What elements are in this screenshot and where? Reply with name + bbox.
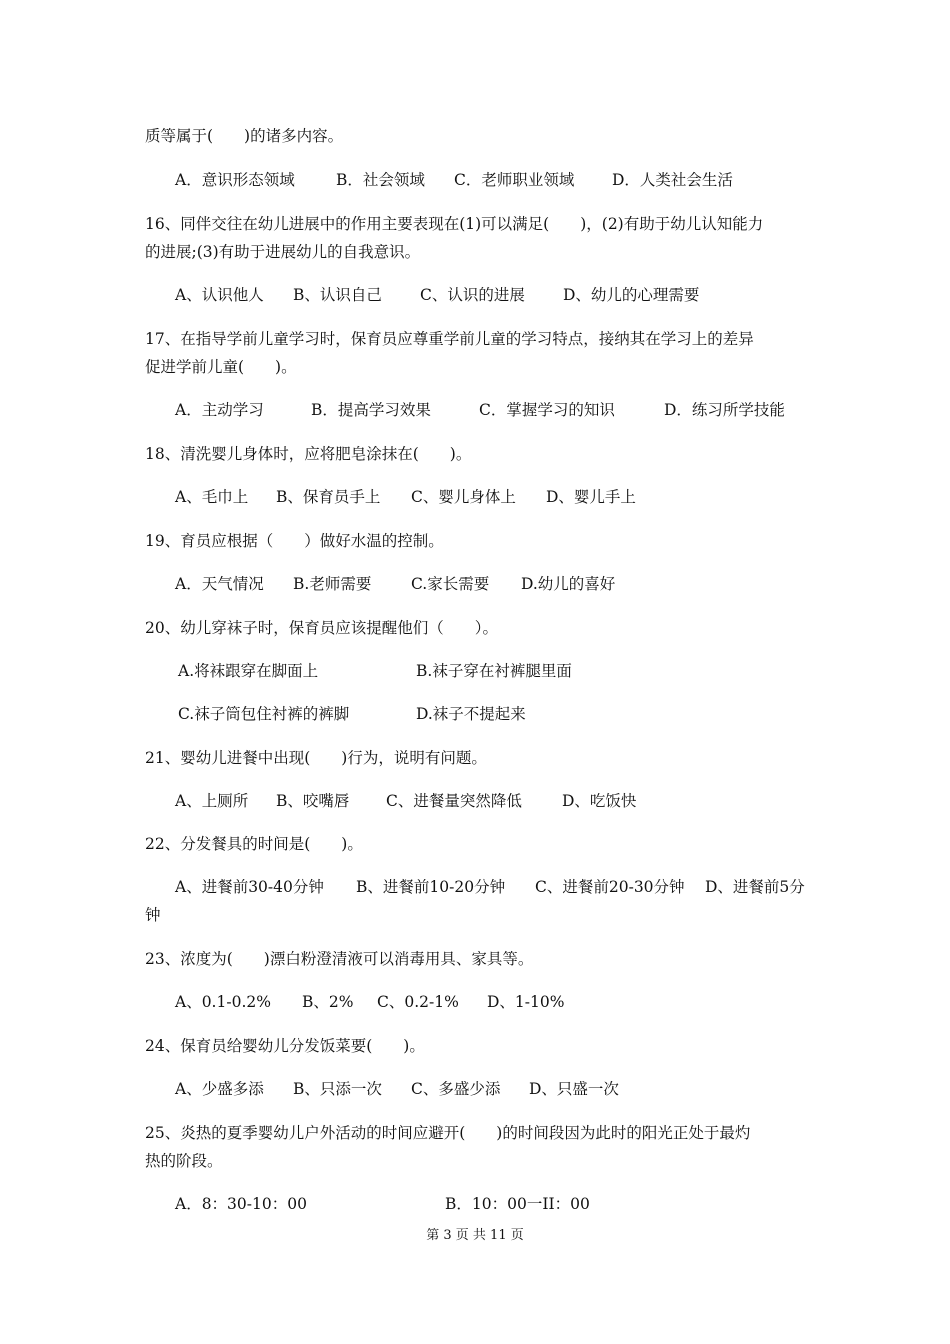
q17-option-a: A．主动学习 [175,401,264,419]
q24-option-d: D、只盛一次 [529,1080,619,1098]
q17-option-b: B．提高学习效果 [311,401,431,419]
q21-option-a: A、上厕所 [175,792,249,810]
question-18-text: 18、清洗婴儿身体时，应将肥皂涂抹在( )。 [145,445,472,463]
q25-option-b: B．10：00一II：00 [445,1195,590,1213]
q15-option-a: A．意识形态领域 [175,171,295,189]
q19-option-a: A．天气情况 [175,575,264,593]
question-23-text: 23、浓度为( )漂白粉澄清液可以消毒用具、家具等。 [145,950,534,968]
page-number-footer: 第 3 页 共 11 页 [426,1228,524,1243]
question-25-line-1: 25、炎热的夏季婴幼儿户外活动的时间应避开( )的时间段因为此时的阳光正处于最灼 [145,1124,751,1142]
q24-option-a: A、少盛多添 [175,1080,264,1098]
q18-option-d: D、婴儿手上 [546,488,636,506]
q17-option-c: C．掌握学习的知识 [479,401,615,419]
q15-option-d: D．人类社会生活 [612,171,733,189]
q21-option-b: B、咬嘴唇 [276,792,350,810]
question-17-line-2: 促进学前儿童( )。 [145,358,297,376]
question-16-line-1: 16、同伴交往在幼儿进展中的作用主要表现在(1)可以满足( )，(2)有助于幼儿认知能力 [145,215,764,233]
q24-option-c: C、多盛少添 [411,1080,501,1098]
q21-option-d: D、吃饭快 [562,792,637,810]
q16-option-a: A、认识他人 [175,286,264,304]
q22-option-c: C、进餐前20-30分钟 [535,878,685,896]
question-17-line-1: 17、在指导学前儿童学习时，保育员应尊重学前儿童的学习特点，接纳其在学习上的差异 [145,330,754,348]
q19-option-d: D.幼儿的喜好 [521,575,616,593]
q20-option-d: D.袜子不提起来 [416,705,526,723]
q20-option-b: B.袜子穿在衬裤腿里面 [416,662,572,680]
q20-option-c: C.袜子筒包住衬裤的裤脚 [178,705,350,723]
question-22-wrap: 钟 [145,906,161,924]
question-21-text: 21、婴幼儿进餐中出现( )行为，说明有问题。 [145,749,487,767]
q17-option-d: D．练习所学技能 [664,401,785,419]
question-20-text: 20、幼儿穿袜子时，保育员应该提醒他们（ ）。 [145,619,498,637]
q23-option-b: B、2% [302,993,354,1011]
question-19-text: 19、育员应根据（ ）做好水温的控制。 [145,532,444,550]
q15-option-b: B．社会领域 [336,171,425,189]
q19-option-b: B.老师需要 [293,575,372,593]
q22-option-b: B、进餐前10-20分钟 [356,878,506,896]
q25-option-a: A．8：30-10：00 [175,1195,307,1213]
q23-option-a: A、0.1-0.2% [175,993,271,1011]
q20-option-a: A.将袜跟穿在脚面上 [178,662,319,680]
question-16-line-2: 的进展;(3)有助于进展幼儿的自我意识。 [145,243,421,261]
q18-option-a: A、毛巾上 [175,488,249,506]
question-25-line-2: 热的阶段。 [145,1152,223,1170]
q24-option-b: B、只添一次 [293,1080,382,1098]
q22-option-a: A、进餐前30-40分钟 [175,878,324,896]
q15-option-c: C．老师职业领域 [454,171,575,189]
question-15-text: 质等属于( )的诸多内容。 [145,127,344,145]
q16-option-b: B、认识自己 [293,286,382,304]
q18-option-b: B、保育员手上 [276,488,381,506]
question-22-text: 22、分发餐具的时间是( )。 [145,835,363,853]
q18-option-c: C、婴儿身体上 [411,488,516,506]
question-24-text: 24、保育员给婴幼儿分发饭菜要( )。 [145,1037,425,1055]
q23-option-d: D、1-10% [487,993,565,1011]
q19-option-c: C.家长需要 [411,575,490,593]
q23-option-c: C、0.2-1% [377,993,459,1011]
q21-option-c: C、进餐量突然降低 [386,792,522,810]
q16-option-c: C、认识的进展 [420,286,525,304]
q22-option-d: D、进餐前5分 [705,878,805,896]
q16-option-d: D、幼儿的心理需要 [563,286,700,304]
